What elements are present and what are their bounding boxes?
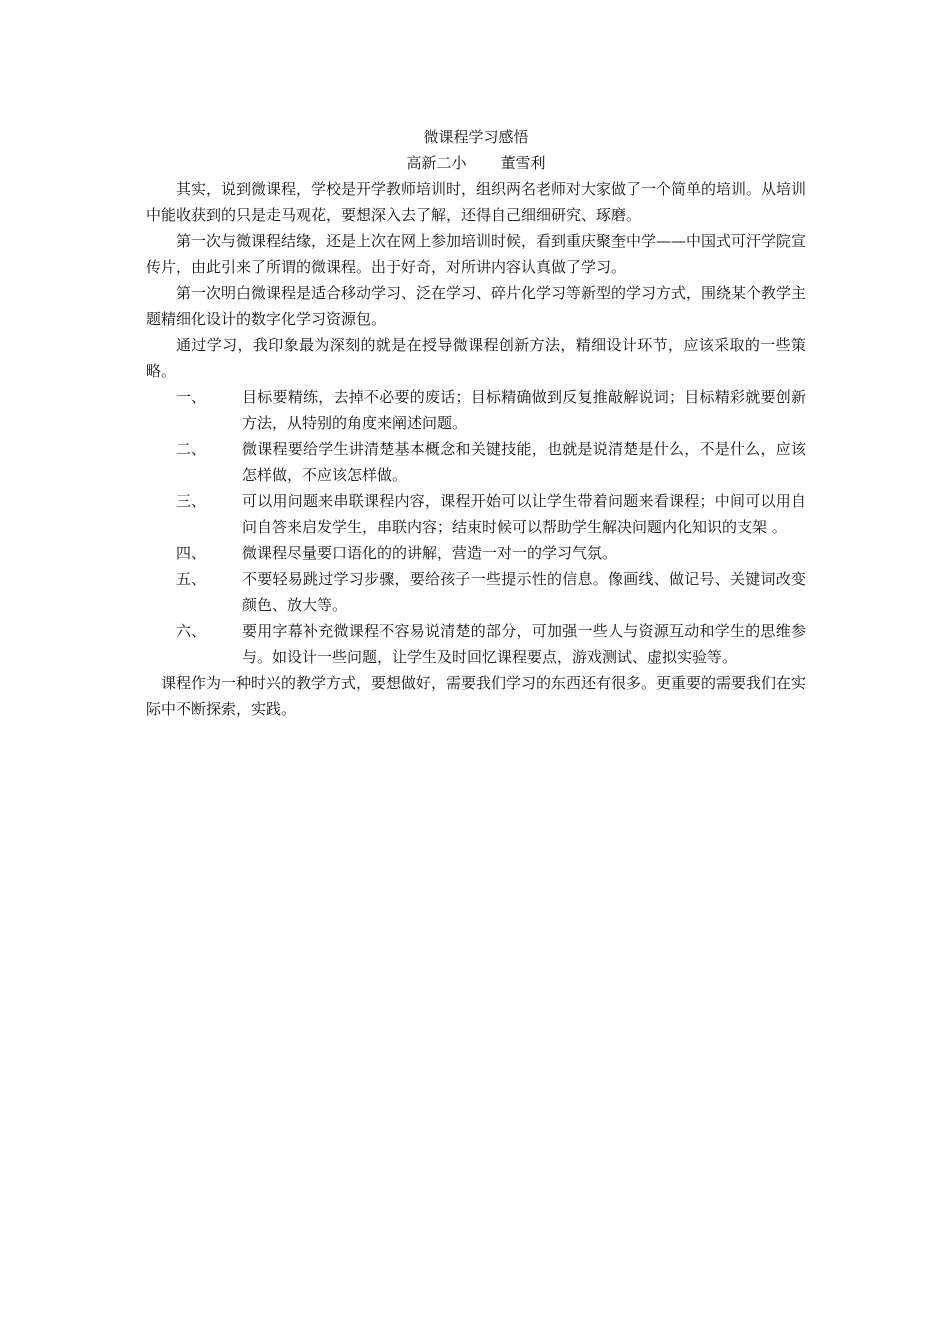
list-item-number: 四、 xyxy=(176,544,207,562)
list-item-text: 要用字幕补充微课程不容易说清楚的部分，可加强一些人与资源互动和学生的思维参与。如设计一些问题，让学生及时回忆课程要点，游戏测试、虚拟实验等。 xyxy=(242,622,806,666)
list-item-number: 三、 xyxy=(176,492,207,510)
list-item xyxy=(146,566,806,618)
strategy-list xyxy=(146,384,806,670)
list-item-text: 目标要精练，去掉不必要的废话；目标精确做到反复推敲解说词；目标精彩就要创新方法，从特别的角度来阐述问题。 xyxy=(242,388,806,432)
list-item-text: 可以用问题来串联课程内容，课程开始可以让学生带着问题来看课程；中间可以用自问自答来启发学生，串联内容；结束时候可以帮助学生解决问题内化知识的支架 。 xyxy=(242,492,806,536)
document-body xyxy=(146,124,806,722)
list-item-number: 二、 xyxy=(176,440,207,458)
list-item xyxy=(146,488,806,540)
list-item-text: 微课程尽量要口语化的的讲解，营造一对一的学习气氛。 xyxy=(242,544,618,562)
paragraph-3: 第一次明白微课程是适合移动学习、泛在学习、碎片化学习等新型的学习方式，围绕某个教学主题精细化设计的数字化学习资源包。 xyxy=(146,284,807,328)
list-item xyxy=(146,384,806,436)
author-name: 董雪利 xyxy=(500,154,546,172)
list-item xyxy=(146,618,806,670)
list-item-number: 五、 xyxy=(176,570,207,588)
document-title: 微课程学习感悟 xyxy=(423,128,529,146)
byline xyxy=(146,150,806,176)
list-item xyxy=(146,540,806,566)
list-item-text: 微课程要给学生讲清楚基本概念和关键技能，也就是说清楚是什么，不是什么，应该怎样做，不应该怎样做。 xyxy=(242,440,806,484)
paragraph-2: 第一次与微课程结缘，还是上次在网上参加培训时候，看到重庆聚奎中学——中国式可汗学院宣传片，由此引来了所谓的微课程。出于好奇，对所讲内容认真做了学习。 xyxy=(146,232,807,276)
list-item-text: 不要轻易跳过学习步骤，要给孩子一些提示性的信息。像画线、做记号、关键词改变颜色、放大等。 xyxy=(242,570,806,614)
paragraph-4: 通过学习，我印象最为深刻的就是在授导微课程创新方法，精细设计环节，应该采取的一些策略。 xyxy=(146,336,806,380)
paragraph-1: 其实，说到微课程，学校是开学教师培训时，组织两名老师对大家做了一个简单的培训。从培训中能收获到的只是走马观花，要想深入去了解，还得自己细细研究、琢磨。 xyxy=(146,180,807,224)
school-name: 高新二小 xyxy=(406,154,467,172)
list-item-number: 六、 xyxy=(176,622,207,640)
list-item-number: 一、 xyxy=(176,388,207,406)
list-item xyxy=(146,436,806,488)
conclusion-paragraph: 课程作为一种时兴的教学方式，要想做好，需要我们学习的东西还有很多。更重要的需要我们在实际中不断探索，实践。 xyxy=(146,674,807,718)
